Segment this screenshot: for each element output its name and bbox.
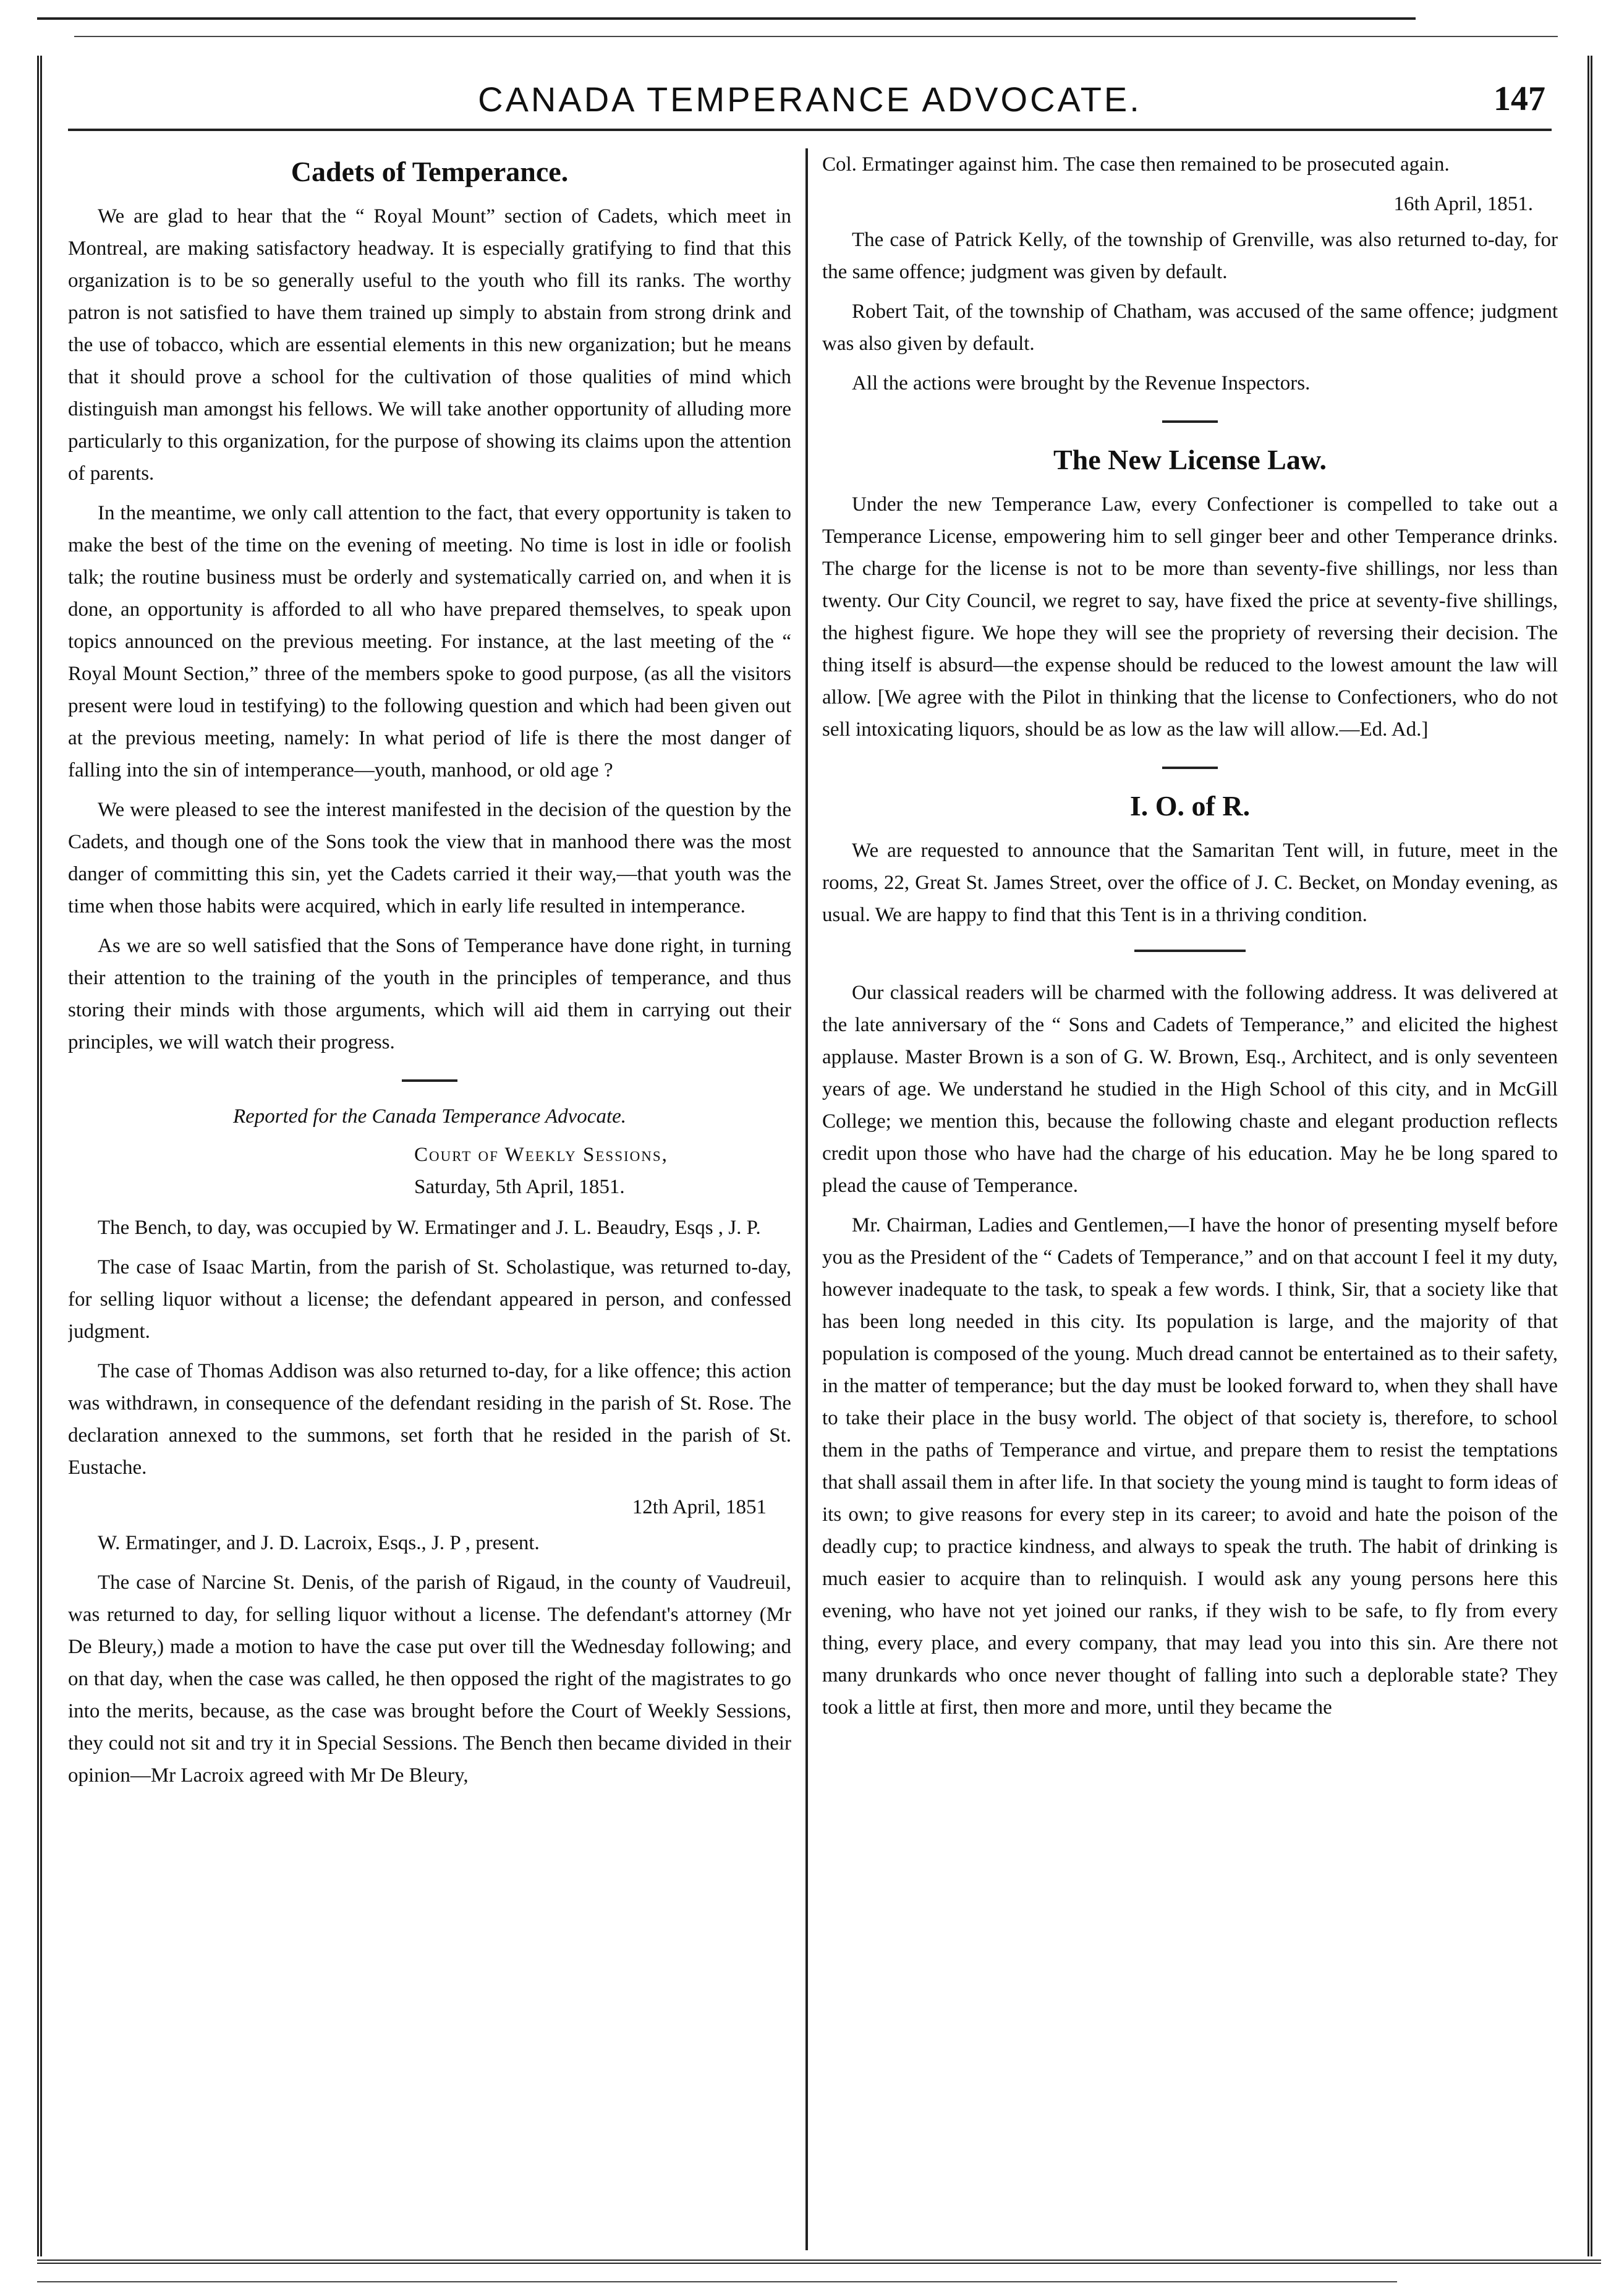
paragraph: As we are so well satisfied that the Sons of Temperance have done right, in turning their attention to the training of the youth in the principles of temperance, and thus storing their minds with those arguments, which will aid them in carrying out their principles, we will watch their progress. [68,935,791,1053]
paragraph: Our classical readers will be charmed with the following address. It was delivered at the late anniversary of the “ Sons and Cadets of Temperance,” and elicited the highest applause. Master Brown is a son of G. W. Brown, Esq., Architect, and is only seventeen years of age. We understand he studied in the High School of this city, and in McGill College; we mention this, because the following chaste and elegant production reflects credit upon those who have had the charge of his education. May he be long spared to plead the cause of Temperance. [822,982,1558,1197]
section-rule [402,1079,457,1082]
paragraph: The Bench, to day, was occupied by W. Ermatinger and J. L. Beaudry, Esqs , J. P. [98,1217,761,1239]
court-sessions-heading [414,1139,791,1203]
section-rule [1162,420,1218,423]
bottom-rule [37,2260,1601,2264]
paragraph: Robert Tait, of the township of Chatham, was accused of the same offence; judgment was also given by default. [822,300,1558,355]
paragraph: The case of Patrick Kelly, of the township of Grenville, was also returned to-day, for the same offence; judgment was given by default. [822,229,1558,283]
paragraph: We were pleased to see the interest manifested in the decision of the question by the Cadets, and though one of the Sons took the view that in manhood there was the most danger of committing this sin, yet the Cadets carried it their way,—that youth was the time when those habits were acquired, which in early life resulted in intemperance. [68,799,791,917]
paragraph: W. Ermatinger, and J. D. Lacroix, Esqs., J. P , present. [98,1532,540,1554]
page-number: 147 [1494,80,1545,118]
top-rule [37,17,1416,20]
article-heading-cadets: Cadets of Temperance. [291,156,569,187]
section-rule [1162,767,1218,769]
page-header [68,73,1552,131]
column-divider [805,148,808,2250]
left-column [68,148,791,2238]
court-name: Court of Weekly Sessions, [414,1144,668,1166]
court-date: Saturday, 5th April, 1851. [414,1176,625,1198]
publication-title: CANADA TEMPERANCE ADVOCATE. [478,80,1142,119]
paragraph: All the actions were brought by the Revenue Inspectors. [852,372,1311,394]
top-rule-thin [74,36,1558,37]
article-heading-ior: I. O. of R. [1129,790,1251,822]
paragraph: Under the new Temperance Law, every Confectioner is compelled to take out a Temperance License, empowering him to sell ginger beer and other Temperance drinks. The charge for the license is not to be more than seventy-five shillings, nor less than twenty. Our City Council, we regret to say, have fixed the price at seventy-five shillings, the highest figure. We hope they will see the propriety of reversing their decision. The thing itself is absurd—the expense should be reduced to the lowest amount the law will allow. [We agree with the Pilot in thinking that the license to Confectioners, who do not sell intoxicating liquors, should be as low as the law will allow.—Ed. Ad.] [822,493,1558,741]
paragraph: In the meantime, we only call attention to the fact, that every opportunity is taken to make the best of the time on the evening of meeting. No time is lost in idle or foolish talk; the routine business must be orderly and systematically carried on, and when it is done, an opportunity is afforded to all who have prepared themselves, to speak upon topics announced on the previous meeting. For instance, at the last meeting of the “ Royal Mount Section,” three of the members spoke to good purpose, (as all the visitors present were loud in testifying) to the following question and which had been given out at the previous meeting, namely: In what period of life is there the most danger of falling into the sin of intemperance—youth, manhood, or old age ? [68,502,791,781]
paragraph: The case of Isaac Martin, from the parish of St. Scholastique, was returned to-day, for selling liquor without a license; the defendant appeared in person, and confessed judgment. [68,1256,791,1343]
section-rule [1134,950,1246,952]
paragraph: We are glad to hear that the “ Royal Mount” section of Cadets, which meet in Montreal, are making satisfactory headway. It is especially gratifying to find that this organization is to be so generally useful to the youth who fill its ranks. The worthy patron is not satisfied to have them trained up simply to abstain from strong drink and the use of tobacco, which are essential elements in this new organization; but he means that it should prove a school for the cultivation of those qualities of mind which distinguish man amongst his fellows. We will take another opportunity of alluding more particularly to this organization, for the purpose of showing its claims upon the attention of parents. [68,205,791,485]
article-heading-license-law: The New License Law. [1053,444,1327,475]
right-column [822,148,1558,2238]
paragraph: Mr. Chairman, Ladies and Gentlemen,—I have the honor of presenting myself before you as the President of the “ Cadets of Temperance,” and on that account I feel it my duty, however inadequate to the task, to speak a few words. I think, Sir, that a society like that has been long needed in this city. Its population is large, and the majority of that population is composed of the young. Much dread cannot be entertained as to their safety, in the matter of temperance; but the day must be looked forward to, when they shall have to take their place in the busy world. The object of that society is, therefore, to school them in the paths of Temperance and virtue, and prepare them to resist the temptations that shall assail them in after life. In that society the young mind is taught to form ideas of its own; to give reasons for every step in its career; to avoid and hate the poison of the deadly cup; to practice kindness, and always to speak the truth. The habit of drinking is much easier to acquire than to relinquish. I would ask any young persons here this evening, who have not yet joined our ranks, if they wish to be safe, to fly from every thing, every place, and every company, that may lead you into this sin. Are there not many drunkards who once never thought of falling into such a deplorable state? They took a little at first, then more and more, until they became the [822,1214,1558,1719]
dateline: 12th April, 1851 [632,1496,767,1518]
paragraph: The case of Thomas Addison was also returned to-day, for a like offence; this action was withdrawn, in consequence of the defendant residing in the parish of St. Rose. The declaration annexed to the summons, set forth that he resided in the parish of St. Eustache. [68,1360,791,1479]
paragraph: Col. Ermatinger against him. The case then remained to be prosecuted again. [822,153,1450,176]
paragraph: We are requested to announce that the Samaritan Tent will, in future, meet in the rooms, 22, Great St. James Street, over the office of J. C. Becket, on Monday evening, as usual. We are happy to find that this Tent is in a thriving condition. [822,840,1558,926]
reported-for-line: Reported for the Canada Temperance Advocate. [232,1105,627,1128]
dateline: 16th April, 1851. [1393,193,1533,215]
bottom-rule-thin [37,2281,1397,2282]
paragraph: The case of Narcine St. Denis, of the parish of Rigaud, in the county of Vaudreuil, was returned to day, for selling liquor without a license. The defendant's attorney (Mr De Bleury,) made a motion to have the case put over till the Wednesday following; and on that day, when the case was called, he then opposed the right of the magistrates to go into the merits, because, as the case was brought before the Court of Weekly Sessions, they could not sit and try it in Special Sessions. The Bench then became divided in their opinion—Mr Lacroix agreed with Mr De Bleury, [68,1571,791,1787]
